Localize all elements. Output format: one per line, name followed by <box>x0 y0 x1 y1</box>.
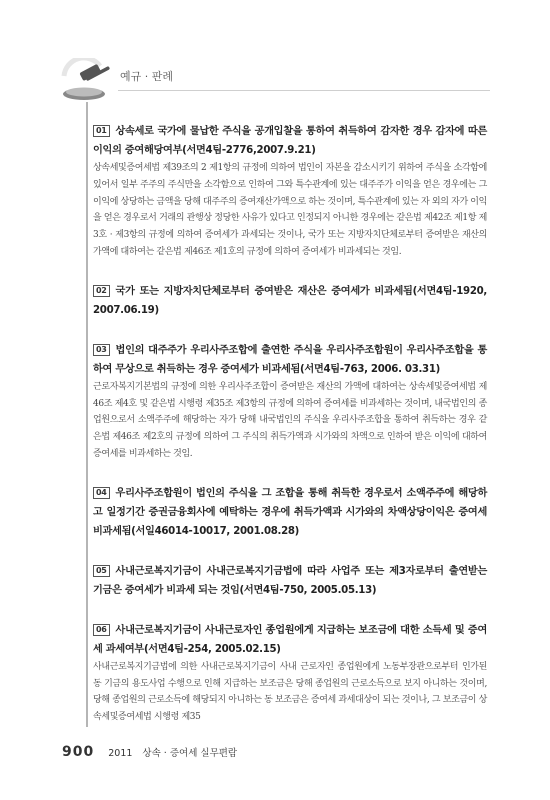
ruling-entry <box>93 484 487 541</box>
ruling-number: 02 <box>93 285 110 297</box>
ruling-body: 근로자복지기본법의 규정에 의한 우리사주조합이 증여받은 재산의 가액에 대하여는 상속세및증여세법 제46조 제4호 및 같은법 시행령 제35조 제3항의 규정에 의하여 증여세를 비과세하는 것이며, 내국법인의 종업원으로서 소액주주에 해당하는 자가 당해 내국법인의 주식을 우리사주조합을 통하여 취득하는 경우 같은법 제46조 제2호의 규정에 의하여 그 주식의 취득가액과 시가와의 차액으로 인하여 받은 이익에 대하여 증여세를 비과세하는 것임. <box>93 381 487 459</box>
ruling-title-text: 국가 또는 지방자치단체로부터 증여받은 재산은 증여세가 비과세됨(서면4팀-1920, 2007.06.19) <box>93 285 487 316</box>
ruling-entry <box>93 341 487 463</box>
ruling-entry <box>93 562 487 600</box>
header-divider <box>118 90 490 91</box>
ruling-number: 01 <box>93 125 110 137</box>
section-title: 예규 · 판례 <box>120 70 173 83</box>
ruling-body: 사내근로복지기금법에 의한 사내근로복지기금이 사내 근로자인 종업원에게 노동부장관으로부터 인가된 동 기금의 용도사업 수행으로 인해 지급하는 보조금은 당해 종업원의 근로소득으로 보지 아니하는 것이며, 당해 종업원의 근로소득에 해당되지 아니하는 동 보조금은 증여세 과세대상이 되는 것이나, 그 보조금이 상속세및증여세법 시행령 제35 <box>93 661 487 723</box>
ruling-title-text: 우리사주조합원이 법인의 주식을 그 조합을 통해 취득한 경우로서 소액주주에 해당하고 일정기간 증권금융회사에 예탁하는 경우에 취득가액과 시가와의 차액상당이익은 증여세 비과세됨(서일46014-10017, 2001.08.28) <box>93 487 487 537</box>
page-number: 900 <box>62 744 95 760</box>
book-year: 2011 <box>108 748 133 759</box>
ruling-title <box>93 484 487 541</box>
margin-bar <box>86 102 88 727</box>
ruling-title <box>93 621 487 659</box>
ruling-title <box>93 282 487 320</box>
ruling-title-text: 사내근로복지기금이 사내근로복지기금법에 따라 사업주 또는 제3자로부터 출연받는 기금은 증여세가 비과세 되는 것임(서면4팀-750, 2005.05.13) <box>93 565 487 596</box>
rulings-list <box>93 122 487 747</box>
ruling-title-text: 사내근로복지기금이 사내근로자인 종업원에게 지급하는 보조금에 대한 소득세 및 증여세 과세여부(서면4팀-254, 2005.02.15) <box>93 624 487 655</box>
ruling-title <box>93 122 487 160</box>
ruling-entry <box>93 621 487 726</box>
gavel-icon <box>60 58 116 104</box>
ruling-number: 04 <box>93 487 110 499</box>
ruling-body: 상속세및증여세법 제39조의 2 제1항의 규정에 의하여 법인이 자본을 감소시키기 위하여 주식을 소각함에 있어서 일부 주주의 주식만을 소각함으로 인하여 그와 특수관계에 있는 대주주가 이익을 얻은 경우에는 그 이익에 상당하는 금액을 당해 대주주의 증여재산가액으로 하는 것이며, 특수관계에 있는 자 외의 자가 이익을 얻은 경우로서 거래의 관행상 정당한 사유가 있다고 인정되지 아니한 경우에는 같은법 제42조 제1항 제3호 · 제3항의 규정에 의하여 증여세가 과세되는 것이나, 국가 또는 지방자치단체로부터 증여받은 재산의 가액에 대하여는 같은법 제46조 제1호의 규정에 의하여 증여세가 비과세되는 것임. <box>93 163 487 257</box>
ruling-number: 03 <box>93 344 110 356</box>
book-title: 상속 · 증여세 실무편람 <box>142 748 238 759</box>
ruling-title <box>93 562 487 600</box>
ruling-number: 06 <box>93 624 110 636</box>
ruling-title <box>93 341 487 379</box>
page-footer <box>62 741 237 760</box>
ruling-number: 05 <box>93 565 110 577</box>
ruling-title-text: 상속세로 국가에 물납한 주식을 공개입찰을 통하여 취득하여 감자한 경우 감자에 따른 이익의 증여해당여부(서면4팀-2776,2007.9.21) <box>93 126 487 156</box>
ruling-entry <box>93 282 487 320</box>
ruling-title-text: 법인의 대주주가 우리사주조합에 출연한 주식을 우리사주조합원이 우리사주조합을 통하여 무상으로 취득하는 경우 증여세가 비과세됨(서면4팀-763, 2006. 03.31) <box>93 344 487 375</box>
ruling-entry <box>93 122 487 261</box>
